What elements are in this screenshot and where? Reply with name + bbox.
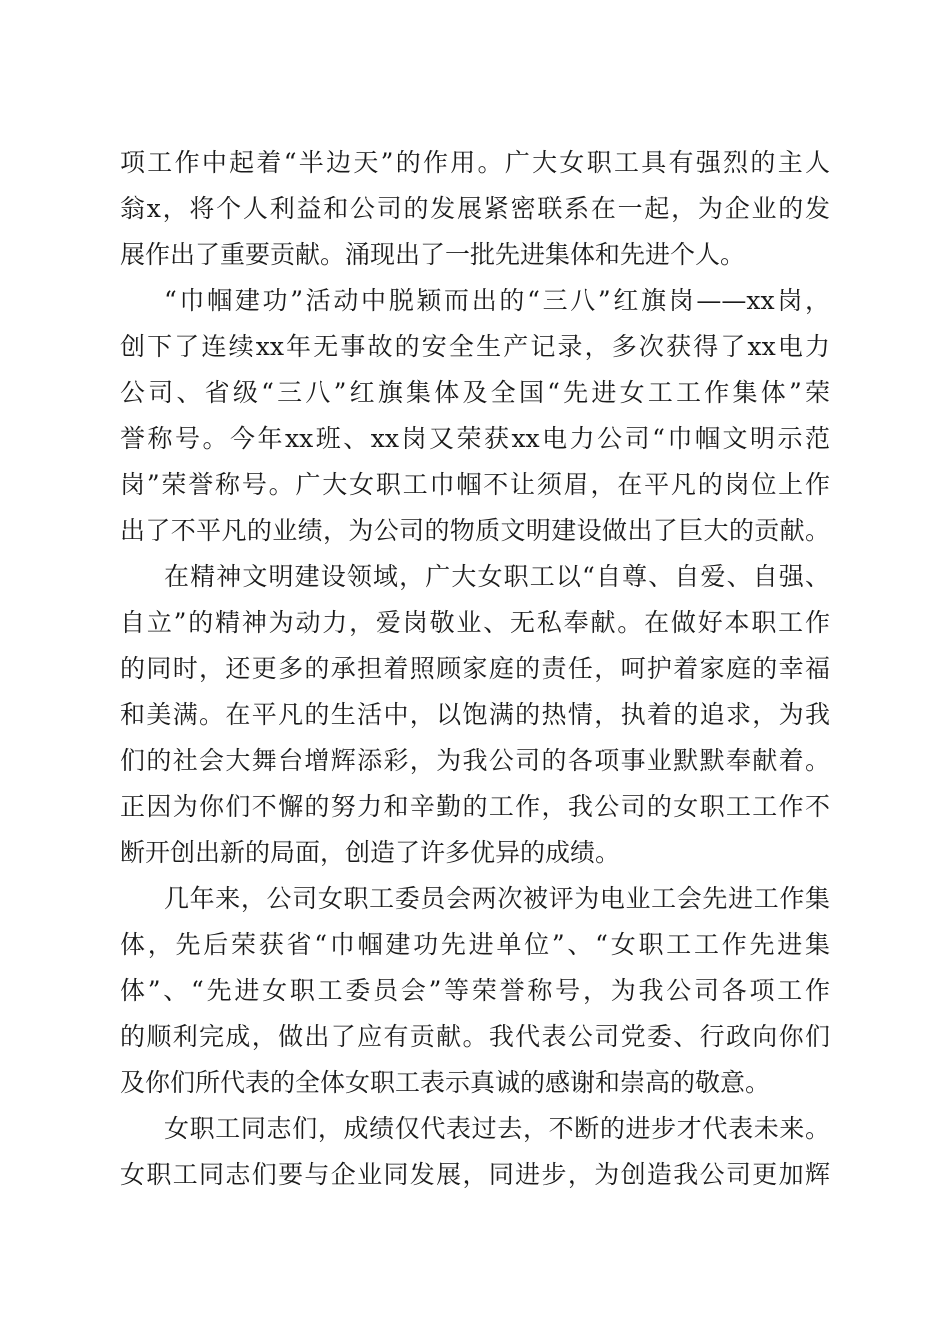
text-line: 岗”荣誉称号。广大女职工巾帼不让须眉，在平凡的岗位上作 (120, 470, 830, 499)
text-line: 誉称号。今年xx班、xx岗又荣获xx电力公司“巾帼文明示范 (120, 424, 830, 453)
text-line: 出了不平凡的业绩，为公司的物质文明建设做出了巨大的贡献。 (120, 516, 830, 545)
text-line: 的顺利完成，做出了应有贡献。我代表公司党委、行政向你们 (120, 1022, 830, 1051)
body-text (120, 140, 830, 1198)
text-line: 们的社会大舞台增辉添彩，为我公司的各项事业默默奉献着。 (120, 746, 830, 775)
text-line: 自立”的精神为动力，爱岗敬业、无私奉献。在做好本职工作 (120, 608, 830, 637)
text-line: 正因为你们不懈的努力和辛勤的工作，我公司的女职工工作不 (120, 792, 830, 821)
text-line: “巾帼建功”活动中脱颖而出的“三八”红旗岗——xx岗， (164, 286, 830, 315)
text-line: 项工作中起着“半边天”的作用。广大女职工具有强烈的主人 (120, 148, 830, 177)
text-line: 公司、省级“三八”红旗集体及全国“先进女工工作集体”荣 (120, 378, 830, 407)
text-line: 的同时，还更多的承担着照顾家庭的责任，呵护着家庭的幸福 (120, 654, 830, 683)
text-line: 在精神文明建设领域，广大女职工以“自尊、自爱、自强、 (164, 562, 830, 591)
text-line: 翁x，将个人利益和公司的发展紧密联系在一起，为企业的发 (120, 194, 830, 223)
text-line: 断开创出新的局面，创造了许多优异的成绩。 (120, 838, 621, 867)
text-line: 女职工同志们要与企业同发展，同进步，为创造我公司更加辉 (120, 1160, 830, 1189)
text-line: 几年来，公司女职工委员会两次被评为电业工会先进工作集 (164, 884, 830, 913)
text-line: 及你们所代表的全体女职工表示真诚的感谢和崇高的敬意。 (120, 1068, 771, 1097)
text-line: 体”、“先进女职工委员会”等荣誉称号，为我公司各项工作 (120, 976, 830, 1005)
text-line: 体，先后荣获省“巾帼建功先进单位”、“女职工工作先进集 (120, 930, 830, 959)
text-line: 展作出了重要贡献。涌现出了一批先进集体和先进个人。 (120, 240, 746, 269)
text-line: 和美满。在平凡的生活中，以饱满的热情，执着的追求，为我 (120, 700, 830, 729)
text-line: 女职工同志们，成绩仅代表过去，不断的进步才代表未来。 (164, 1114, 830, 1143)
text-line: 创下了连续xx年无事故的安全生产记录，多次获得了xx电力 (120, 332, 830, 361)
